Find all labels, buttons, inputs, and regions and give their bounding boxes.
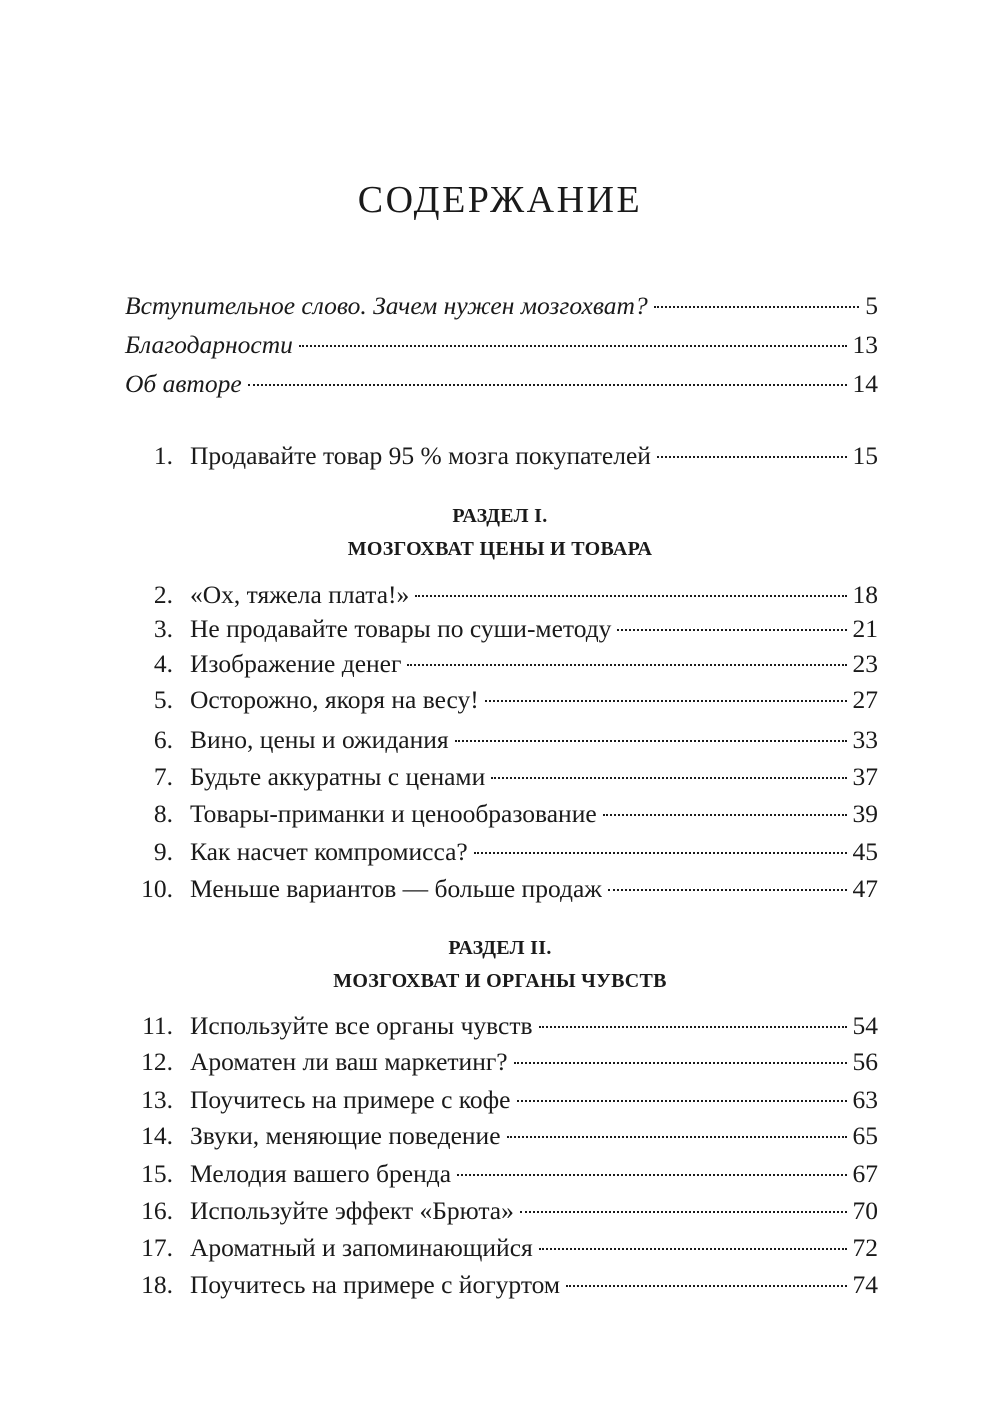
toc-entry-label: Вино, цены и ожидания — [190, 725, 449, 754]
toc-entry-label: Звуки, меняющие поведение — [190, 1121, 501, 1150]
toc-entry-chapter[interactable] — [125, 1265, 878, 1305]
toc-entry-chapter[interactable] — [125, 1154, 878, 1194]
toc-entry-page: 23 — [852, 649, 878, 678]
section-subheading: МОЗГОХВАТ И ОРГАНЫ ЧУВСТВ — [333, 970, 667, 992]
toc-entry-label: Вступительное слово. Зачем нужен мозгохват? — [125, 291, 648, 320]
toc-entry-number: 5. — [153, 685, 173, 714]
toc-entry-page: 18 — [852, 580, 878, 609]
toc-entry-page: 14 — [852, 369, 878, 398]
toc-entry-number: 12. — [141, 1047, 173, 1076]
toc-entry-page: 72 — [852, 1233, 878, 1262]
toc-entry-page: 54 — [852, 1011, 878, 1040]
toc-entry-chapter[interactable] — [125, 609, 878, 649]
toc-entry-number: 17. — [141, 1233, 173, 1262]
toc-entry-number: 10. — [141, 874, 173, 903]
toc-entry-label: Об авторе — [125, 369, 242, 398]
toc-entry-chapter[interactable] — [125, 1191, 878, 1231]
leader-dots — [657, 456, 847, 458]
toc-entry-number: 14. — [141, 1121, 173, 1150]
toc-entry-chapter[interactable] — [125, 1228, 878, 1268]
toc-entry-chapter[interactable] — [125, 1116, 878, 1156]
section-heading: РАЗДЕЛ I. — [452, 505, 548, 527]
toc-entry-page: 15 — [852, 441, 878, 470]
toc-entry-chapter[interactable] — [125, 869, 878, 909]
toc-entry-about-author[interactable] — [125, 364, 878, 404]
toc-entry-number: 2. — [153, 580, 173, 609]
toc-entry-label: Меньше вариантов — больше продаж — [190, 874, 602, 903]
toc-entry-label: Изображение денег — [190, 649, 402, 678]
leader-dots — [603, 814, 847, 816]
toc-entry-label: Ароматен ли ваш маркетинг? — [190, 1047, 508, 1076]
toc-entry-page: 45 — [852, 837, 878, 866]
toc-entry-page: 65 — [852, 1121, 878, 1150]
leader-dots — [514, 1062, 847, 1064]
toc-entry-page: 70 — [852, 1196, 878, 1225]
leader-dots — [491, 777, 846, 779]
toc-entry-label: Осторожно, якоря на весу! — [190, 685, 479, 714]
toc-entry-label: Поучитесь на примере с йогуртом — [190, 1270, 561, 1299]
toc-entry-label: Будьте аккуратны с ценами — [190, 762, 486, 791]
leader-dots — [457, 1174, 846, 1176]
toc-entry-page: 21 — [852, 614, 878, 643]
leader-dots — [415, 595, 846, 597]
leader-dots — [617, 629, 846, 631]
toc-entry-page: 27 — [852, 685, 878, 714]
leader-dots — [507, 1136, 847, 1138]
toc-entry-page: 13 — [852, 330, 878, 359]
toc-entry-chapter[interactable] — [125, 644, 878, 684]
page-title: СОДЕРЖАНИЕ — [357, 179, 643, 221]
toc-entry-foreword[interactable] — [125, 286, 878, 326]
leader-dots — [654, 306, 860, 308]
toc-entry-chapter[interactable] — [125, 1042, 878, 1082]
leader-dots — [474, 852, 847, 854]
toc-entry-label: Благодарности — [125, 330, 293, 359]
toc-entry-number: 13. — [141, 1085, 173, 1114]
toc-entry-page: 67 — [852, 1159, 878, 1188]
leader-dots — [485, 700, 847, 702]
toc-entry-page: 33 — [852, 725, 878, 754]
toc-entry-label: Используйте все органы чувств — [190, 1011, 533, 1040]
toc-entry-chapter[interactable] — [125, 1006, 878, 1046]
leader-dots — [566, 1285, 846, 1287]
toc-entry-chapter[interactable] — [125, 1080, 878, 1120]
toc-entry-chapter-1[interactable] — [125, 436, 878, 476]
toc-entry-label: Ароматный и запоминающийся — [190, 1233, 533, 1262]
toc-entry-number: 6. — [153, 725, 173, 754]
toc-entry-number: 18. — [141, 1270, 173, 1299]
toc-entry-page: 39 — [852, 799, 878, 828]
leader-dots — [248, 384, 847, 386]
toc-entry-acknowledgements[interactable] — [125, 325, 878, 365]
toc-entry-number: 15. — [141, 1159, 173, 1188]
leader-dots — [455, 740, 847, 742]
toc-entry-chapter[interactable] — [125, 680, 878, 720]
toc-entry-number: 11. — [142, 1011, 173, 1040]
toc-entry-page: 74 — [852, 1270, 878, 1299]
toc-entry-chapter[interactable] — [125, 794, 878, 834]
toc-entry-chapter[interactable] — [125, 832, 878, 872]
leader-dots — [299, 345, 847, 347]
toc-entry-label: Поучитесь на примере с кофе — [190, 1085, 511, 1114]
toc-entry-number: 3. — [153, 614, 173, 643]
toc-entry-label: Мелодия вашего бренда — [190, 1159, 452, 1188]
toc-entry-page: 56 — [852, 1047, 878, 1076]
toc-entry-number: 9. — [153, 837, 173, 866]
toc-entry-label: Продавайте товар 95 % мозга покупателей — [190, 441, 651, 470]
toc-entry-label: Не продавайте товары по суши-методу — [190, 614, 612, 643]
toc-entry-page: 47 — [852, 874, 878, 903]
toc-entry-label: Используйте эффект «Брюта» — [190, 1196, 514, 1225]
section-heading: РАЗДЕЛ II. — [448, 937, 552, 959]
toc-entry-chapter[interactable] — [125, 757, 878, 797]
toc-entry-page: 5 — [865, 291, 878, 320]
toc-entry-number: 7. — [153, 762, 173, 791]
toc-entry-page: 37 — [852, 762, 878, 791]
toc-entry-number: 16. — [141, 1196, 173, 1225]
leader-dots — [608, 889, 847, 891]
leader-dots — [539, 1248, 847, 1250]
toc-entry-number: 1. — [153, 441, 173, 470]
toc-entry-label: Как насчет компромисса? — [190, 837, 468, 866]
leader-dots — [407, 664, 846, 666]
leader-dots — [517, 1100, 847, 1102]
toc-entry-chapter[interactable] — [125, 720, 878, 760]
toc-entry-label: «Ох, тяжела плата!» — [190, 580, 410, 609]
toc-entry-page: 63 — [852, 1085, 878, 1114]
leader-dots — [539, 1026, 847, 1028]
toc-entry-label: Товары-приманки и ценообразование — [190, 799, 597, 828]
section-subheading: МОЗГОХВАТ ЦЕНЫ И ТОВАРА — [347, 538, 653, 560]
toc-entry-number: 4. — [153, 649, 173, 678]
leader-dots — [520, 1211, 847, 1213]
toc-entry-number: 8. — [153, 799, 173, 828]
